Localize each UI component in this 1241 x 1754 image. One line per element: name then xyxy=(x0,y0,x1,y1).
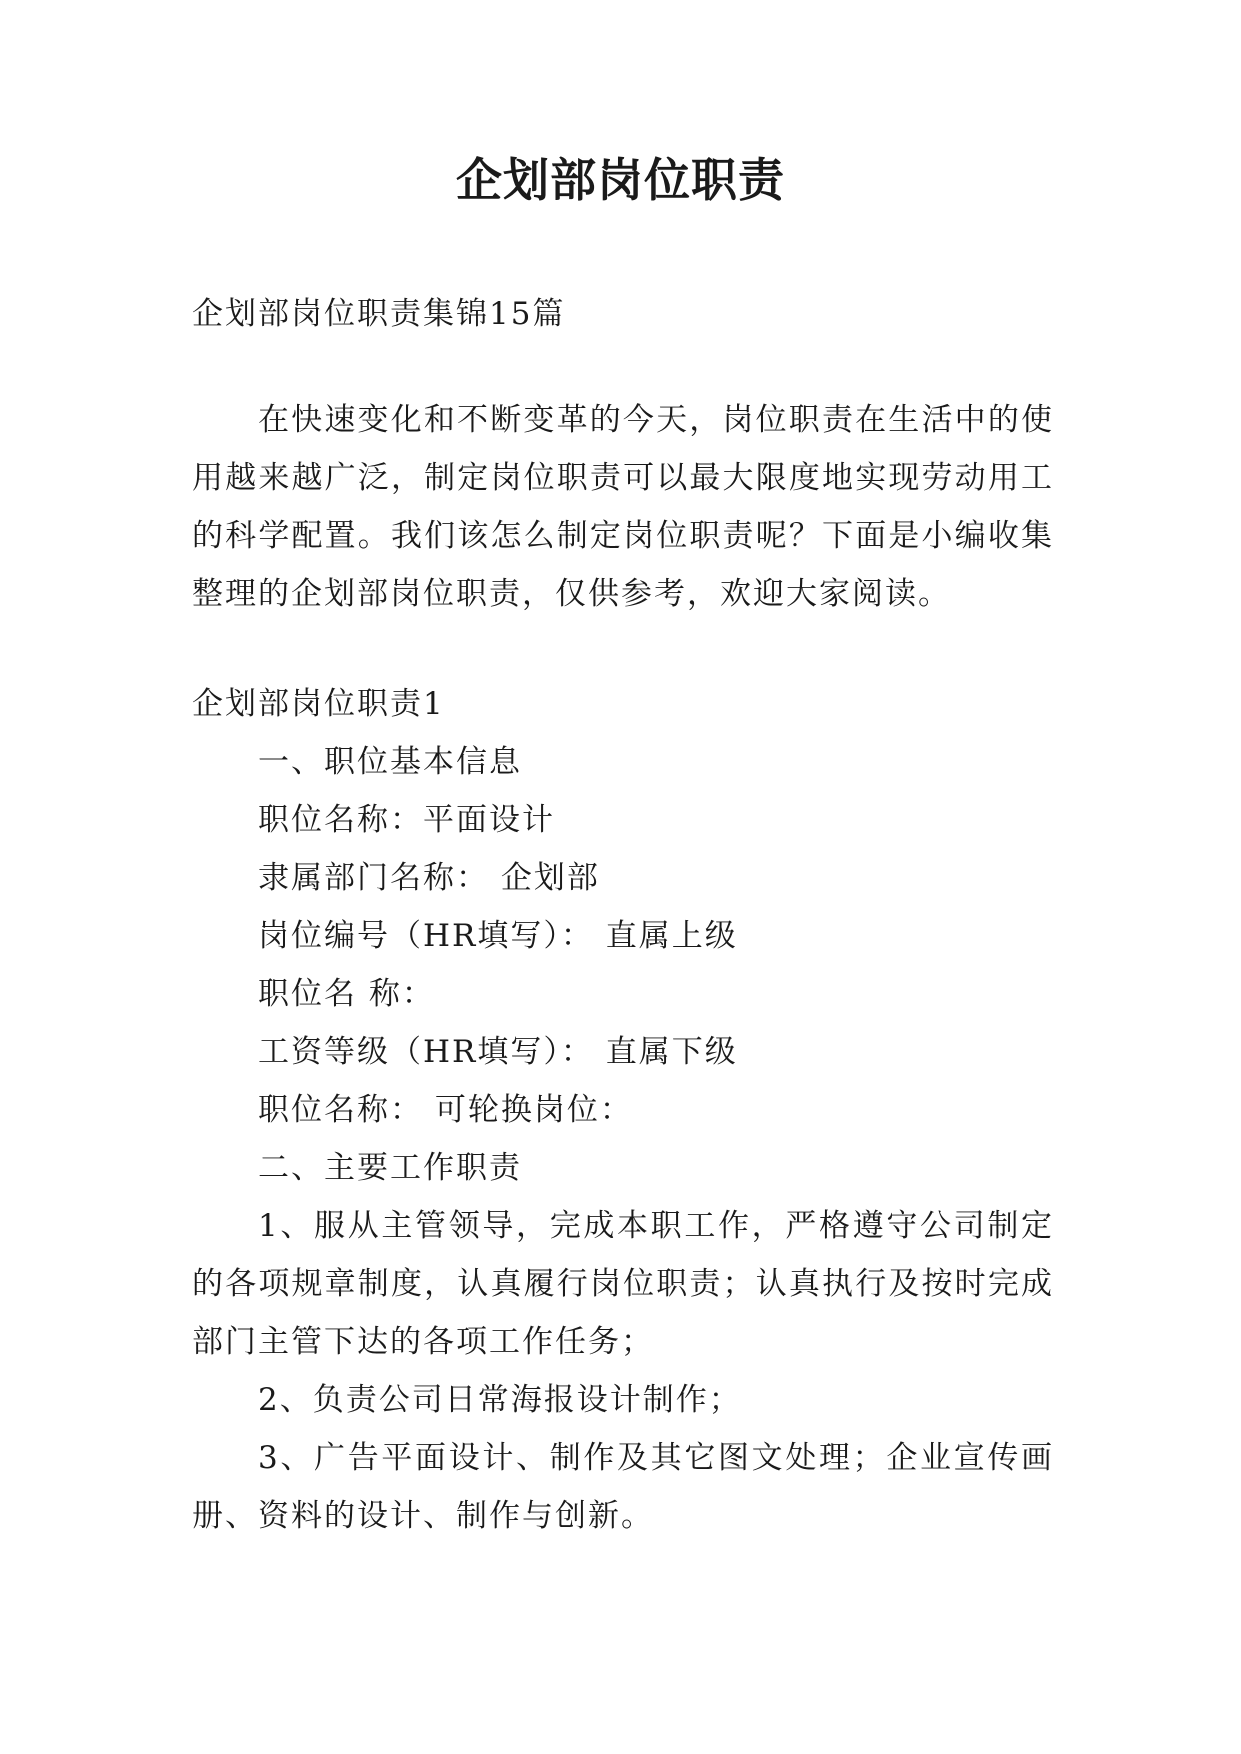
basic-info-heading: 一、职位基本信息 xyxy=(258,744,522,780)
position-name-line: 职位名称：平面设计 xyxy=(258,802,555,838)
intro-paragraph: 在快速变化和不断变革的今天，岗位职责在生活中的使用越来越广泛，制定岗位职责可以最大限度地实现劳动用工的科学配置。我们该怎么制定岗位职责呢？下面是小编收集整理的企划部岗位职责，仅供参考，欢迎大家阅读。 xyxy=(192,402,1054,612)
duty-paragraph: 1、服从主管领导，完成本职工作，严格遵守公司制定的各项规章制度，认真履行岗位职责；认真执行及按时完成部门主管下达的各项工作任务； xyxy=(192,1208,1054,1360)
position-code-line: 岗位编号（HR填写）： 直属上级 xyxy=(258,918,738,954)
main-duties-heading: 二、主要工作职责 xyxy=(258,1150,522,1186)
document-body xyxy=(192,285,1054,1545)
document-subtitle: 企划部岗位职责集锦15篇 xyxy=(192,296,566,332)
section-heading: 企划部岗位职责1 xyxy=(192,686,445,722)
duty-paragraph: 3、广告平面设计、制作及其它图文处理；企业宣传画册、资料的设计、制作与创新。 xyxy=(192,1440,1054,1534)
document-title: 企划部岗位职责 xyxy=(456,153,785,207)
department-line: 隶属部门名称： 企划部 xyxy=(258,860,600,896)
subordinate-position-line: 职位名称： 可轮换岗位： xyxy=(258,1092,633,1128)
salary-grade-line: 工资等级（HR填写）： 直属下级 xyxy=(258,1034,738,1070)
duty-paragraph: 2、负责公司日常海报设计制作； xyxy=(258,1382,742,1418)
superior-position-line: 职位名 称： xyxy=(258,976,435,1012)
